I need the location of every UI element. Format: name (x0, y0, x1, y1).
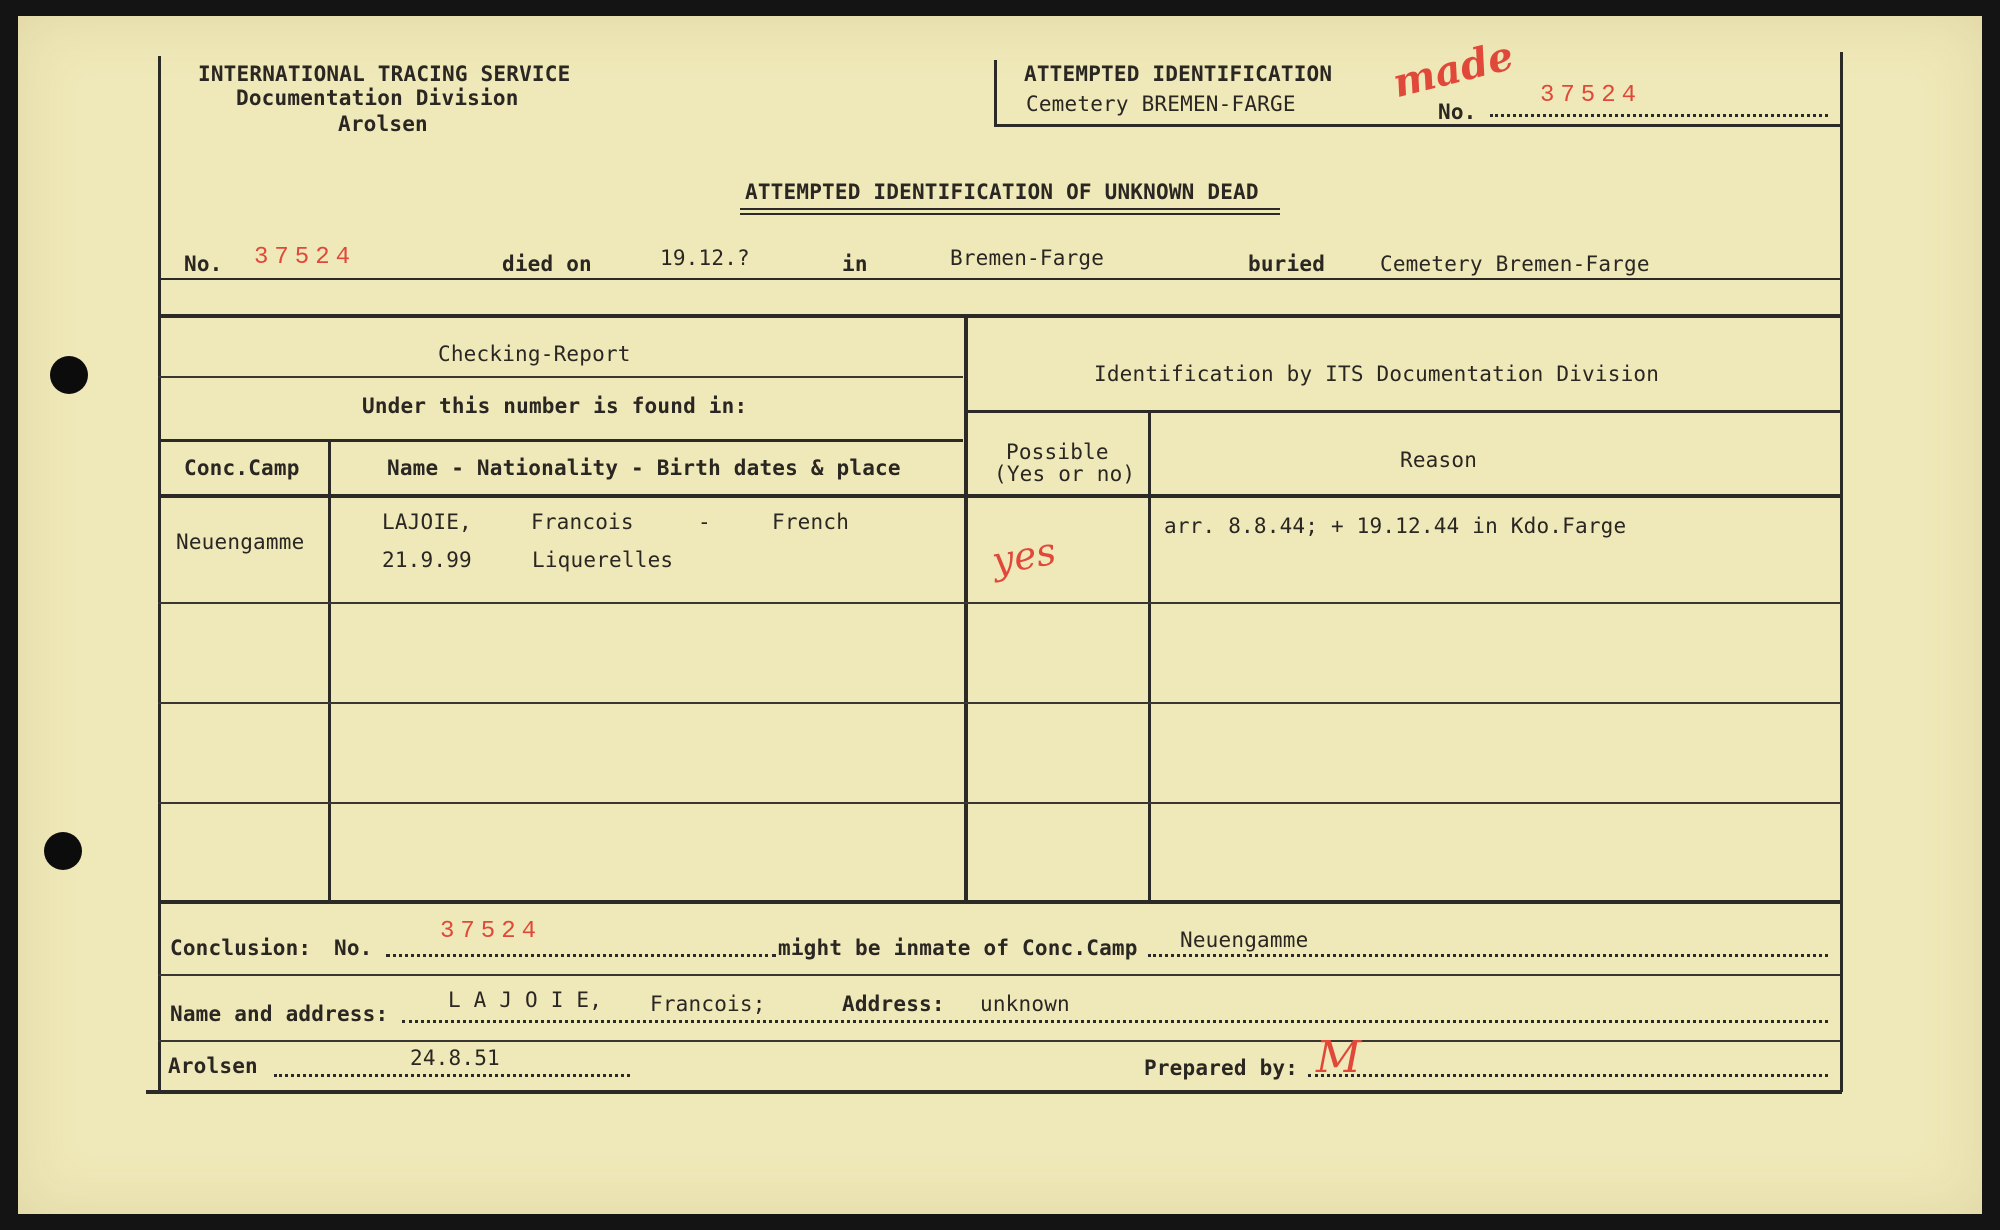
record-no-label: No. (184, 252, 223, 276)
org-city: Arolsen (338, 112, 428, 136)
record-no-value: 37524 (254, 244, 357, 271)
record-line (158, 278, 1840, 280)
conclusion-might-text: might be inmate of Conc.Camp (778, 936, 1138, 960)
name-address-address-value: unknown (980, 992, 1070, 1016)
footer-prepared-dots (1308, 1074, 1828, 1077)
conclusion-line (158, 974, 1840, 976)
document-card (18, 16, 1982, 1214)
row-line-2 (158, 702, 1840, 704)
org-name: INTERNATIONAL TRACING SERVICE (198, 62, 571, 86)
col-header-camp: Conc.Camp (184, 456, 300, 480)
row-possible: yes (988, 528, 1060, 584)
name-address-surname: L A J O I E, (448, 988, 603, 1012)
header-box-title: ATTEMPTED IDENTIFICATION (1024, 62, 1333, 86)
header-box-cemetery: Cemetery BREMEN-FARGE (1026, 92, 1296, 116)
conclusion-camp-value: Neuengamme (1180, 928, 1309, 952)
table-bottom-line (158, 900, 1840, 904)
header-box-bottom-line (994, 124, 1840, 127)
conclusion-label: Conclusion: (170, 936, 312, 960)
conclusion-no-label: No. (334, 936, 373, 960)
row-reason: arr. 8.8.44; + 19.12.44 in Kdo.Farge (1164, 514, 1627, 538)
col-divider-possible (1148, 410, 1151, 902)
header-box-no-label: No. (1438, 100, 1477, 124)
name-address-dots (402, 1020, 1828, 1023)
right-subheader-line (968, 410, 1840, 413)
header-box-no-value: 37524 (1540, 82, 1643, 109)
row-line-3 (158, 802, 1840, 804)
conclusion-no-dots (386, 954, 776, 957)
checking-report-title: Checking-Report (438, 342, 631, 366)
main-title-underline (740, 208, 1280, 210)
name-address-firstname: Francois; (650, 992, 766, 1016)
record-buried-value: Cemetery Bremen-Farge (1380, 252, 1650, 276)
left-subheader-line (158, 439, 963, 442)
name-address-line (158, 1040, 1840, 1042)
row-birth-date: 21.9.99 (382, 548, 472, 572)
row-birth-place: Liquerelles (532, 548, 674, 572)
table-top-line (158, 314, 1840, 318)
footer-place-label: Arolsen (168, 1054, 258, 1078)
record-in-label: in (842, 252, 868, 276)
footer-prepared-label: Prepared by: (1144, 1056, 1299, 1080)
under-number-subtitle: Under this number is found in: (362, 394, 748, 418)
punch-hole-bottom (44, 832, 82, 870)
header-box-no-dots (1490, 114, 1828, 117)
row-dash: - (698, 510, 711, 534)
col-divider-middle (964, 318, 968, 902)
row-firstname: Francois (531, 510, 634, 534)
name-address-label: Name and address: (170, 1002, 389, 1026)
checking-report-line (158, 376, 963, 378)
frame-bottom-line (146, 1090, 1842, 1094)
col-divider-camp (328, 439, 331, 901)
col-header-reason: Reason (1400, 448, 1478, 472)
footer-date-value: 24.8.51 (410, 1046, 500, 1070)
row-camp: Neuengamme (176, 530, 305, 554)
record-died-value: 19.12.? (660, 246, 750, 270)
row-surname: LAJOIE, (382, 510, 472, 534)
main-title-underline-2 (740, 213, 1280, 215)
conclusion-camp-dots (1148, 954, 1828, 957)
col-header-possible-2: (Yes or no) (994, 462, 1136, 486)
punch-hole-top (50, 356, 88, 394)
row-line-1 (158, 602, 1840, 604)
frame-right-line (1840, 52, 1843, 1092)
footer-date-dots (274, 1074, 630, 1077)
stamp-made: made (1388, 31, 1519, 108)
record-buried-label: buried (1248, 252, 1326, 276)
frame-left-line (158, 56, 161, 1091)
conclusion-no-value: 37524 (440, 918, 543, 945)
record-place-value: Bremen-Farge (950, 246, 1105, 270)
org-division: Documentation Division (236, 86, 519, 110)
header-box-left-line (994, 60, 997, 126)
main-title: ATTEMPTED IDENTIFICATION OF UNKNOWN DEAD (745, 180, 1259, 204)
name-address-address-label: Address: (842, 992, 945, 1016)
col-header-possible-1: Possible (1006, 440, 1109, 464)
row-nationality: French (772, 510, 850, 534)
record-died-label: died on (502, 252, 592, 276)
col-header-bottom-line (158, 494, 1840, 498)
identification-title: Identification by ITS Documentation Division (1094, 362, 1660, 386)
col-header-name: Name - Nationality - Birth dates & place (387, 456, 901, 480)
footer-initial: M (1316, 1032, 1362, 1083)
